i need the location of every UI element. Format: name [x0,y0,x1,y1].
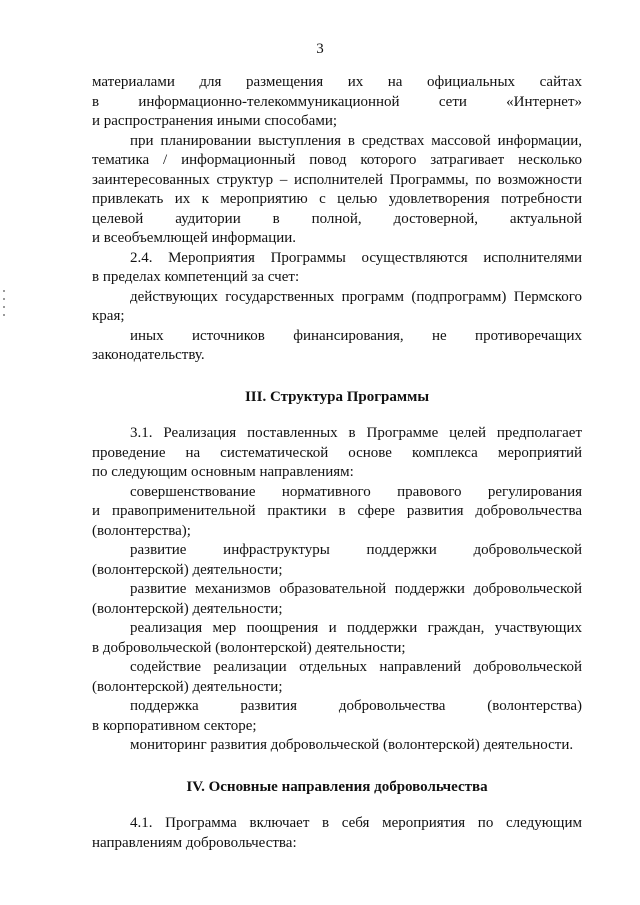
line: (волонтерской) деятельности; [92,561,283,578]
line: в корпоративном секторе; [92,717,257,734]
line: и распространения иными способами; [92,113,338,129]
line: в добровольческой (волонтерской) деятельности; [92,639,406,656]
line: в информационно-телекоммуникационной сети «Интернет» [92,93,582,110]
margin-punch-marks [3,290,7,320]
page-number: 3 [316,41,324,57]
document-body [92,73,582,853]
line: действующих государственных программ (подпрограмм) Пермского [130,288,582,305]
line: содействие реализации отдельных направлений добровольческой [130,659,582,675]
paragraph-2-4 [92,249,582,288]
paragraph-media-planning [92,132,582,249]
line: и всеобъемлющей информации. [92,230,297,246]
line: привлекать их к мероприятию с целью удовлетворения потребности [92,191,582,207]
line: целевой аудитории в полной, достоверной, актуальной [92,210,582,227]
line: иных источников финансирования, не противоречащих [130,327,582,344]
line: проведение на систематической основе комплекса мероприятий [92,444,582,461]
paragraph-directions [92,658,582,697]
paragraph-infrastructure [92,541,582,580]
paragraph-materials [92,73,582,132]
line: (волонтерства); [92,522,191,539]
paragraph-3-1 [92,424,582,483]
paragraph-corporate [92,697,582,736]
paragraph-monitoring [92,736,582,756]
line: развитие механизмов образовательной поддержки добровольческой [130,581,582,597]
paragraph-4-1 [92,814,582,853]
paragraph-state-programs [92,288,582,327]
line: заинтересованных структур – исполнителей Программы, по возможности [92,171,582,188]
line: развитие инфраструктуры поддержки добровольческой [130,542,582,558]
line: поддержка развития добровольчества (волонтерства) [130,698,582,714]
line: в пределах компетенций за счет: [92,269,300,285]
line: материалами для размещения их на официальных сайтах [92,74,582,90]
paragraph-incentives [92,619,582,658]
line: при планировании выступления в средствах массовой информации, [130,132,582,149]
line: 4.1. Программа включает в себя мероприятия по следующим [130,815,582,831]
line: и правоприменительной практики в сфере развития добровольчества [92,503,582,519]
section-heading-iv: IV. Основные направления добровольчества [186,778,488,795]
section-heading-iii: III. Структура Программы [244,388,430,405]
line: (волонтерской) деятельности; [92,678,283,695]
line: края; [92,308,125,324]
paragraph-other-sources [92,327,582,366]
paragraph-education [92,580,582,619]
line: 2.4. Мероприятия Программы осуществляются исполнителями [130,249,582,266]
line: реализация мер поощрения и поддержки граждан, участвующих [130,620,582,636]
line: направлениям добровольчества: [92,834,297,851]
line: совершенствование нормативного правового регулирования [130,483,582,500]
line: тематика / информационный повод которого затрагивает несколько [92,152,582,168]
line: (волонтерской) деятельности; [92,600,283,617]
line: законодательству. [92,347,205,363]
paragraph-regulation [92,483,582,542]
line: 3.1. Реализация поставленных в Программе целей предполагает [130,425,582,441]
line: мониторинг развития добровольческой (волонтерской) деятельности. [130,737,574,753]
line: по следующим основным направлениям: [92,464,354,480]
